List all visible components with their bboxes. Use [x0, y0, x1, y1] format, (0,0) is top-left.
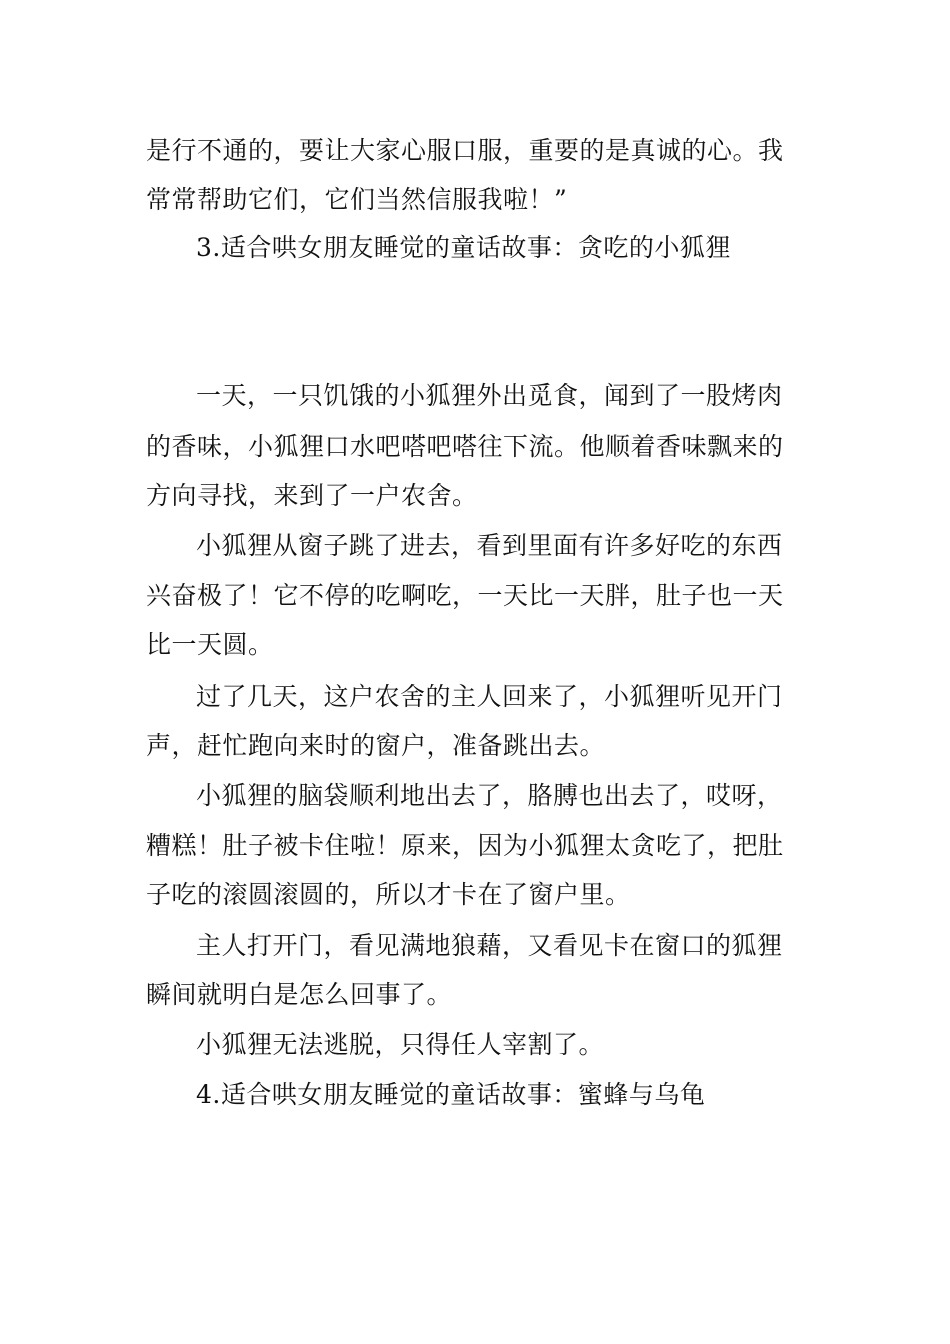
paragraph-line: 小狐狸从窗子跳了进去，看到里面有许多好吃的东西: [196, 531, 783, 560]
paragraph-line: 过了几天，这户农舍的主人回来了，小狐狸听见开门: [196, 682, 783, 711]
section-heading: 4.适合哄女朋友睡觉的童话故事：蜜蜂与乌龟: [196, 1080, 706, 1109]
paragraph-line: 比一天圆。: [146, 630, 274, 659]
paragraph-line: 主人打开门，看见满地狼藉，又看见卡在窗口的狐狸: [196, 931, 783, 960]
paragraph-line: 是行不通的，要让大家心服口服，重要的是真诚的心。我: [146, 136, 784, 165]
paragraph-line: 声，赶忙跑向来时的窗户，准备跳出去。: [146, 731, 606, 760]
paragraph-line: 瞬间就明白是怎么回事了。: [146, 980, 453, 1009]
paragraph-line: 子吃的滚圆滚圆的，所以才卡在了窗户里。: [146, 880, 631, 909]
paragraph-line: 小狐狸的脑袋顺利地出去了，胳膊也出去了，哎呀，: [196, 781, 783, 810]
paragraph-line: 的香味，小狐狸口水吧嗒吧嗒往下流。他顺着香味飘来的: [146, 432, 784, 461]
paragraph-line: 一天，一只饥饿的小狐狸外出觅食，闻到了一股烤肉: [196, 381, 783, 410]
section-heading: 3.适合哄女朋友睡觉的童话故事：贪吃的小狐狸: [196, 233, 731, 262]
paragraph-line: 方向寻找，来到了一户农舍。: [146, 481, 478, 510]
paragraph-line: 糟糕！肚子被卡住啦！原来，因为小狐狸太贪吃了，把肚: [146, 831, 784, 860]
paragraph-line: 常常帮助它们，它们当然信服我啦！”: [146, 185, 568, 214]
paragraph-line: 小狐狸无法逃脱，只得任人宰割了。: [196, 1030, 605, 1059]
paragraph-line: 兴奋极了！它不停的吃啊吃，一天比一天胖，肚子也一天: [146, 581, 784, 610]
